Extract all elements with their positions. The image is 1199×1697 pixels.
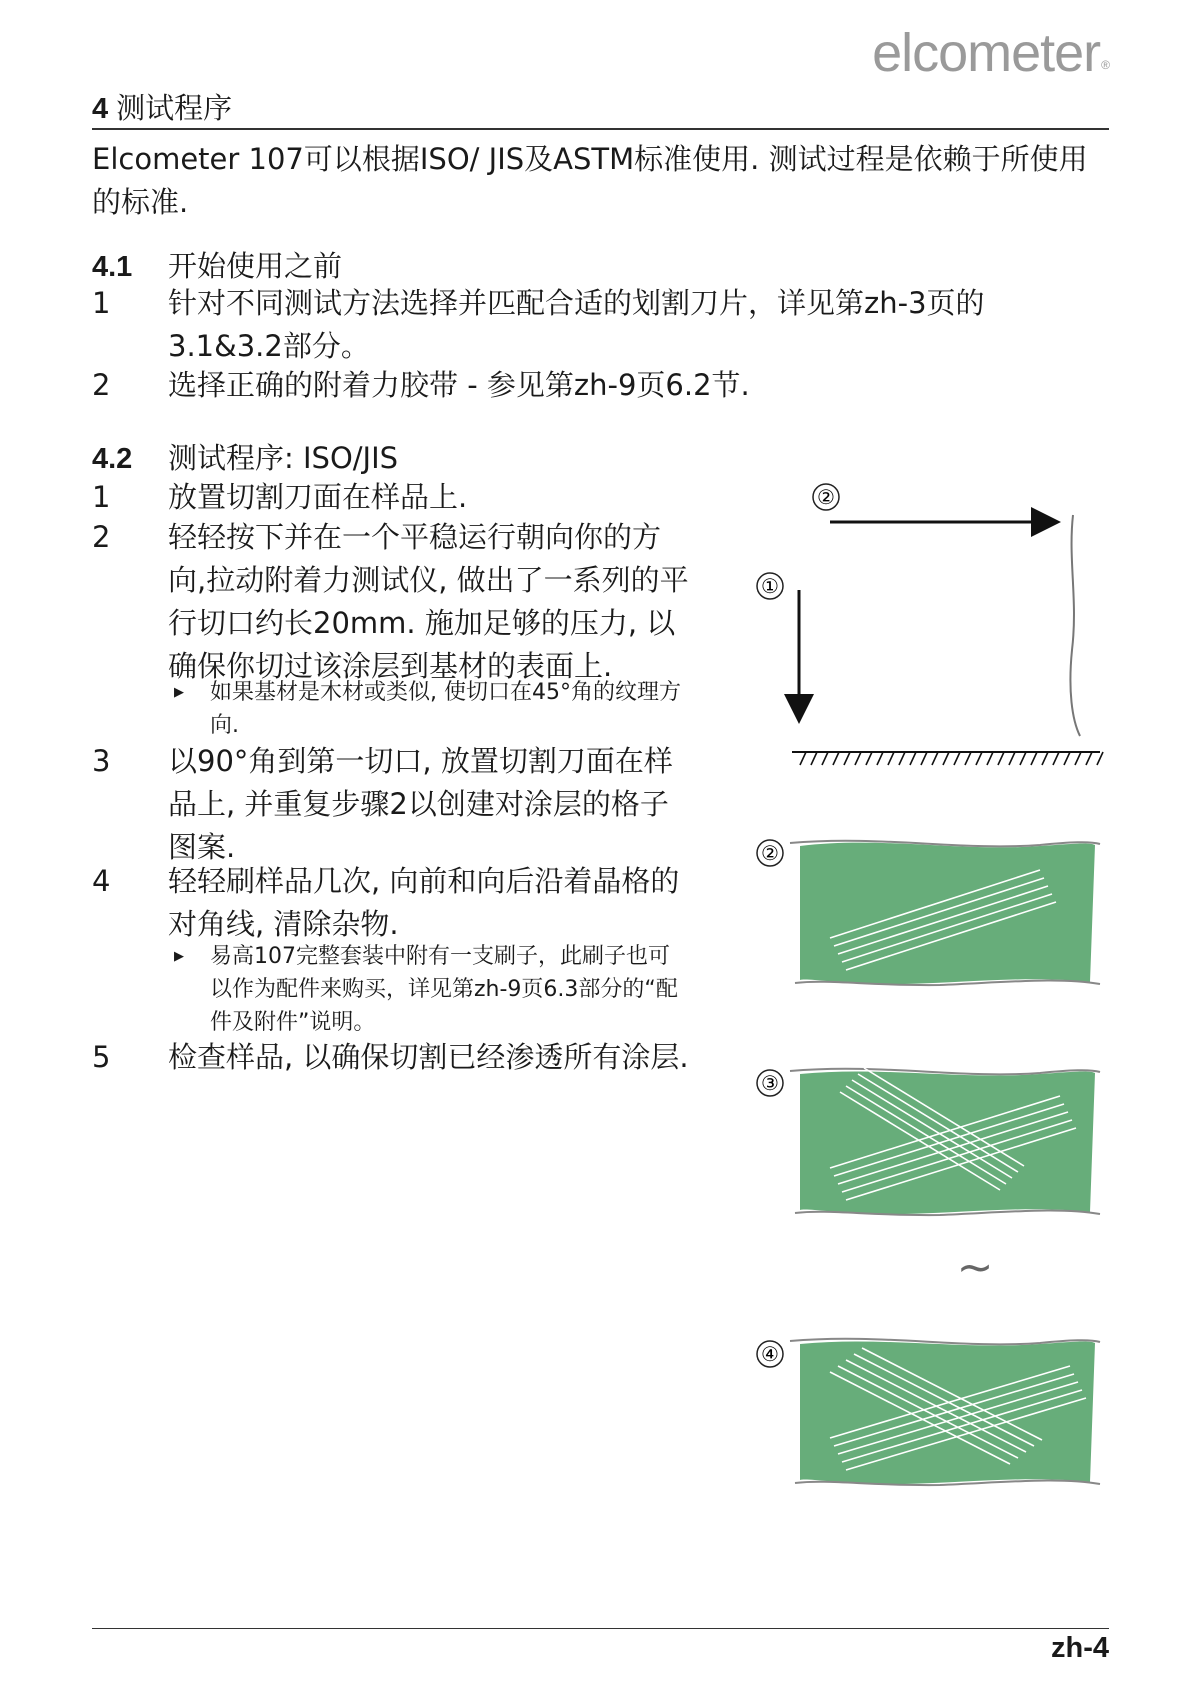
hatch-mark — [1031, 752, 1037, 765]
hatch-mark — [987, 752, 993, 765]
hatch-mark — [866, 752, 872, 765]
hatch-mark — [921, 752, 927, 765]
hatch-mark — [1042, 752, 1048, 765]
direction-diagram — [757, 484, 1103, 765]
hatch-mark — [932, 752, 938, 765]
hatch-mark — [855, 752, 861, 765]
hatch-mark — [822, 752, 828, 765]
label-1-direction: ① — [761, 574, 779, 598]
hatch-mark — [877, 752, 883, 765]
step-4-2-4: 4 轻轻刷样品几次, 向前和向后沿着晶格的对角线, 清除杂物. — [92, 864, 680, 941]
hatch-mark — [1020, 752, 1026, 765]
label-4-panel: ④ — [761, 1342, 779, 1366]
section-title: 4 测试程序 — [92, 91, 233, 125]
tilde-separator: ~ — [956, 1242, 994, 1293]
hatch-mark — [954, 752, 960, 765]
edge-curve — [1070, 515, 1080, 736]
coating-panel — [800, 1071, 1095, 1214]
coating-panel-parallel-cuts — [757, 840, 1100, 985]
hatch-mark — [811, 752, 817, 765]
step-4-2-2: 2 轻轻按下并在一个平稳运行朝向你的方向,拉动附着力测试仪, 做出了一系列的平行切口约长20mm. 施加足够的压力, 以确保你切过该涂层到基材的表面上. — [92, 520, 689, 683]
step-4-2-1: 1 放置切割刀面在样品上. — [92, 480, 468, 514]
note-brush: ▶ 易高107完整套装中附有一支刷子，此刷子也可以作为配件来购买，详见第zh-9页6.3部分的“配件及附件”说明。 — [170, 940, 690, 1039]
coating-panel — [800, 843, 1095, 985]
hatch-mark — [899, 752, 905, 765]
label-2-panel: ② — [761, 841, 779, 865]
hatch-mark — [943, 752, 949, 765]
hatch-mark — [1009, 752, 1015, 765]
elcometer-logo: elcometer® — [872, 23, 1109, 83]
hatch-mark — [800, 752, 806, 765]
hatch-mark — [976, 752, 982, 765]
note-wood-substrate: ▶ 如果基材是木材或类似, 使切口在45°角的纹理方向. — [170, 676, 690, 742]
hatch-mark — [998, 752, 1004, 765]
step-4-2-5: 5 检查样品, 以确保切割已经渗透所有涂层. — [92, 1040, 689, 1074]
hatch-mark — [1064, 752, 1070, 765]
hatch-mark — [1075, 752, 1081, 765]
step-4-2-3: 3 以90°角到第一切口, 放置切割刀面在样品上, 并重复步骤2以创建对涂层的格子图案. — [92, 744, 673, 864]
hatch-mark — [888, 752, 894, 765]
page-number: zh-4 — [1051, 1632, 1109, 1664]
step-4-1-1: 1 针对不同测试方法选择并匹配合适的划割刀片，详见第zh-3页的3.1&3.2部分。 — [92, 286, 985, 363]
hatch-mark — [910, 752, 916, 765]
coating-panel-cross-cuts — [757, 1068, 1100, 1215]
hatch-mark — [1086, 752, 1092, 765]
step-4-1-2: 2 选择正确的附着力胶带 - 参见第zh-9页6.2节. — [92, 368, 750, 402]
coating-panel — [800, 1341, 1095, 1484]
bullet-triangle-icon: ▶ — [174, 685, 184, 700]
hatch-mark — [965, 752, 971, 765]
footer-divider — [92, 1628, 1109, 1629]
hatch-mark — [833, 752, 839, 765]
label-2-direction: ② — [817, 485, 835, 509]
ground-hatching — [800, 752, 1103, 765]
intro-paragraph: Elcometer 107可以根据ISO/ JIS及ASTM标准使用. 测试过程是依赖于所使用的标准. — [92, 142, 1088, 219]
subsection-4-1-heading: 4.1 开始使用之前 — [92, 249, 343, 283]
subsection-4-2-heading: 4.2 测试程序: ISO/JIS — [92, 441, 399, 475]
hatch-mark — [1097, 752, 1103, 765]
label-3-panel: ③ — [761, 1071, 779, 1095]
hatch-mark — [844, 752, 850, 765]
bullet-triangle-icon: ▶ — [174, 949, 184, 964]
hatch-mark — [1053, 752, 1059, 765]
coating-panel-final-grid — [757, 1339, 1100, 1485]
